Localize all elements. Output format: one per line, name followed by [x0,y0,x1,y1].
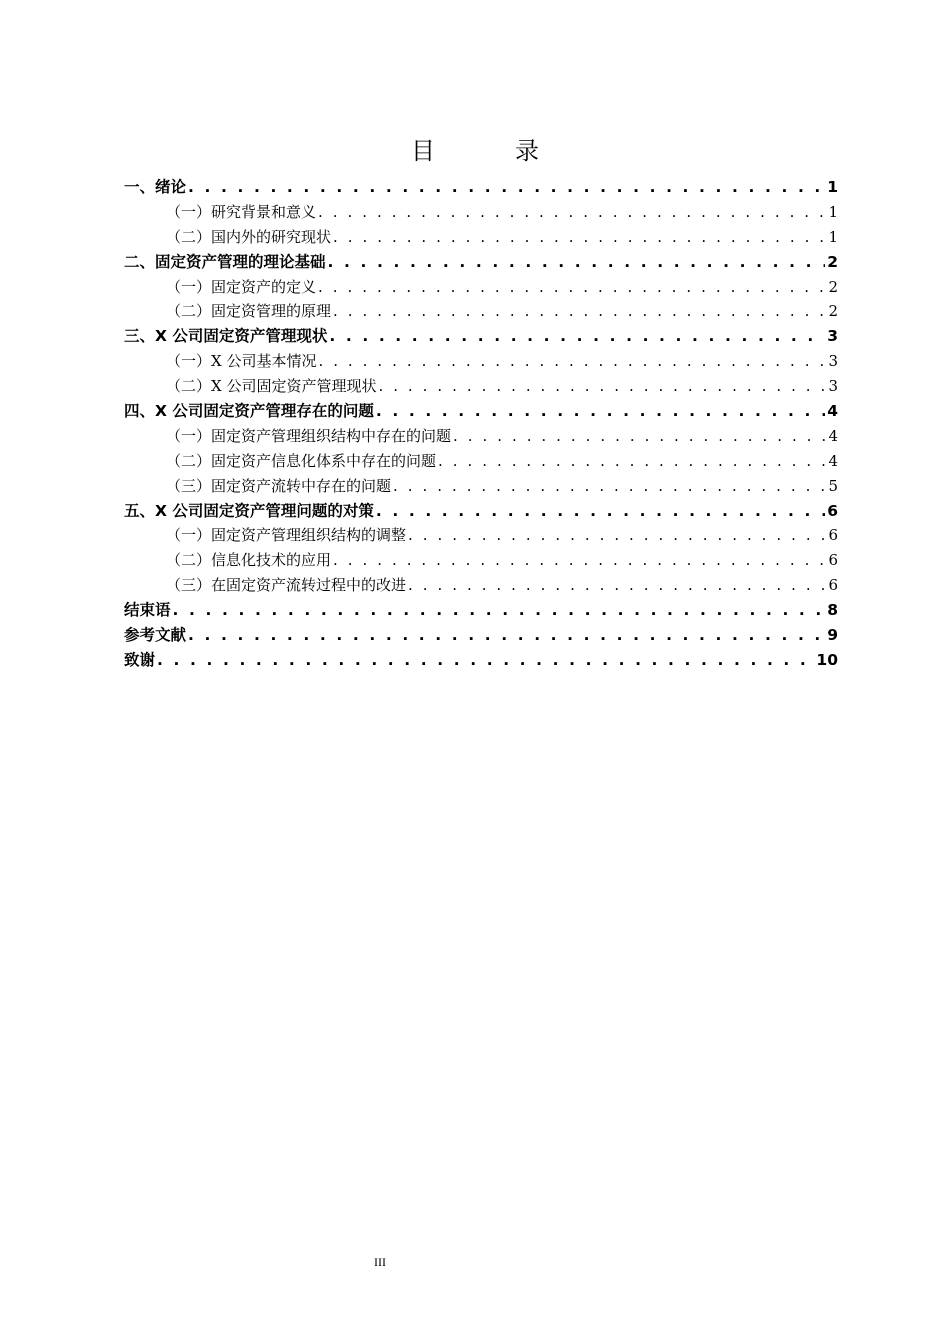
toc-page-number: 1 [827,178,838,196]
toc-dot-leader [157,648,814,673]
toc-page-number: 3 [828,377,838,396]
toc-entry-section-4-2[interactable] [124,449,838,474]
toc-entry-acknowledgements[interactable] [124,648,838,673]
toc-entry-text: （二）X 公司固定资产管理现状 [166,377,377,396]
toc-entry-text: （一）固定资产管理组织结构的调整 [166,526,407,545]
toc-dot-leader [318,275,826,300]
toc-dot-leader [188,175,825,200]
table-of-contents [124,175,838,673]
toc-dot-leader [393,474,826,499]
toc-dot-leader [438,449,826,474]
toc-entry-section-1-2[interactable] [124,225,838,250]
toc-page-number: 6 [827,501,838,520]
toc-entry-text: 致谢 [124,650,156,669]
toc-entry-text: 四、X 公司固定资产管理存在的问题 [124,402,374,421]
toc-entry-section-4-3[interactable] [124,474,838,499]
toc-dot-leader [408,573,826,598]
toc-entry-conclusion[interactable] [124,598,838,623]
toc-entry-section-2-1[interactable] [124,275,838,300]
toc-entry-chapter-1[interactable] [124,175,838,200]
toc-entry-text: 结束语 [124,601,171,620]
toc-dot-leader [376,399,825,424]
toc-entry-section-2-2[interactable] [124,299,838,324]
toc-page-number: 6 [828,526,838,545]
toc-entry-chapter-4[interactable] [124,399,838,424]
toc-dot-leader [329,324,825,349]
toc-page-number: 3 [828,352,838,371]
toc-entry-text: （一）固定资产的定义 [166,277,317,296]
toc-entry-text: （二）国内外的研究现状 [166,227,332,246]
toc-dot-leader [318,200,826,225]
toc-page-number: 1 [828,202,838,221]
toc-page-number: 1 [828,227,838,246]
toc-dot-leader [333,548,826,573]
toc-dot-leader [408,523,826,548]
toc-page-number: 10 [816,650,838,669]
toc-page-number: 8 [827,601,838,620]
toc-dot-leader [173,598,826,623]
toc-entry-text: （一）X 公司基本情况 [166,352,317,371]
toc-entry-section-1-1[interactable] [124,200,838,225]
toc-entry-text: （三）在固定资产流转过程中的改进 [166,576,407,595]
toc-entry-section-5-3[interactable] [124,573,838,598]
toc-page-number: 2 [828,277,838,296]
toc-entry-text: （二）固定资产信息化体系中存在的问题 [166,451,437,470]
toc-entry-chapter-5[interactable] [124,499,838,524]
toc-page-number: 3 [827,327,838,346]
toc-title: 目 录 [411,137,567,165]
page-number-footer: III [374,1255,386,1269]
toc-entry-text: 二、固定资产管理的理论基础 [124,252,326,271]
toc-entry-text: （二）固定资管理的原理 [166,302,332,321]
toc-page-number: 5 [828,476,838,495]
toc-dot-leader [333,299,826,324]
toc-dot-leader [378,374,826,399]
toc-dot-leader [188,623,825,648]
toc-entry-references[interactable] [124,623,838,648]
toc-entry-text: （一）研究背景和意义 [166,202,317,221]
toc-page-number: 6 [828,551,838,570]
toc-entry-text: （三）固定资产流转中存在的问题 [166,476,392,495]
toc-entry-section-3-1[interactable] [124,349,838,374]
toc-entry-section-5-2[interactable] [124,548,838,573]
toc-entry-section-3-2[interactable] [124,374,838,399]
toc-page-number: 6 [828,576,838,595]
toc-dot-leader [318,349,826,374]
toc-page-number: 2 [828,302,838,321]
toc-entry-text: 五、X 公司固定资产管理问题的对策 [124,501,374,520]
toc-entry-chapter-3[interactable] [124,324,838,349]
toc-entry-chapter-2[interactable] [124,250,838,275]
toc-entry-text: 参考文献 [124,626,187,645]
toc-entry-text: （一）固定资产管理组织结构中存在的问题 [166,426,452,445]
toc-page-number: 2 [827,252,838,271]
toc-dot-leader [328,250,826,275]
toc-entry-section-5-1[interactable] [124,523,838,548]
toc-dot-leader [333,225,826,250]
toc-dot-leader [453,424,826,449]
toc-page-number: 4 [828,451,838,470]
toc-dot-leader [376,499,825,524]
toc-page-number: 4 [827,402,838,421]
toc-entry-text: （二）信息化技术的应用 [166,551,332,570]
toc-entry-section-4-1[interactable] [124,424,838,449]
toc-page-number: 9 [827,626,838,645]
toc-entry-text: 一、绪论 [124,178,187,196]
toc-page-number: 4 [828,426,838,445]
toc-entry-text: 三、X 公司固定资产管理现状 [124,327,328,346]
